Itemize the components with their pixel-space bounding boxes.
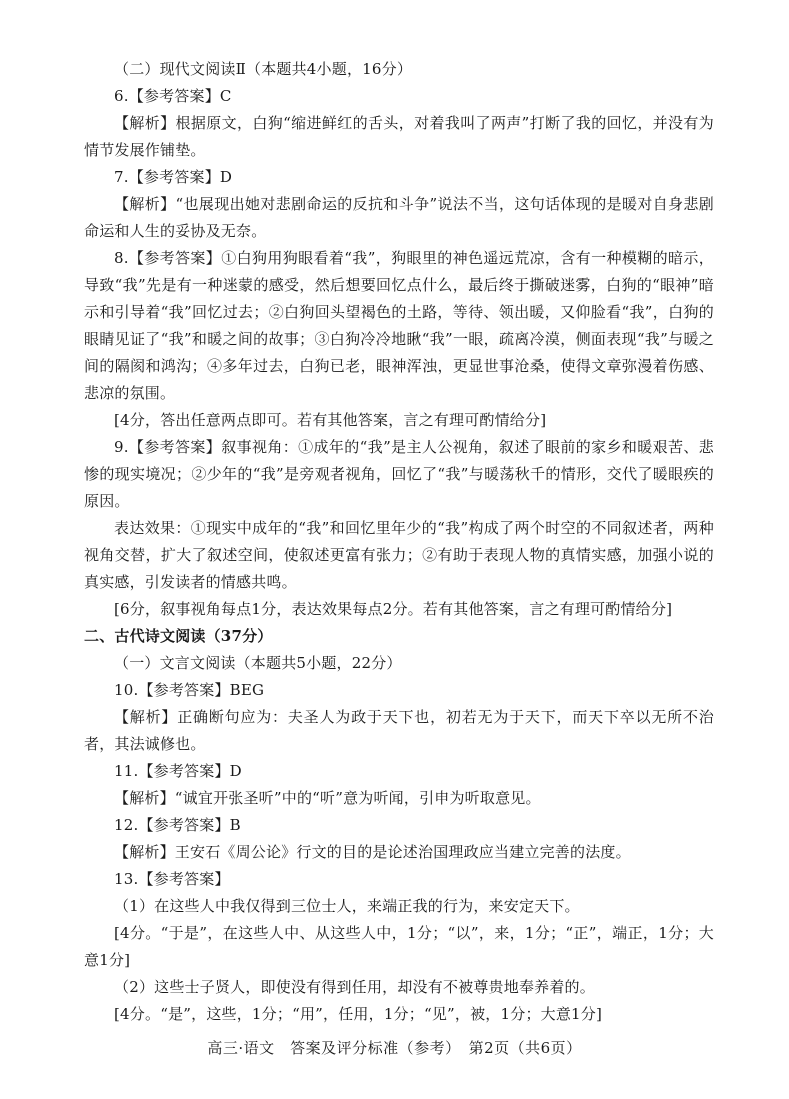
text-line-16: 12.【参考答案】B [114,816,241,834]
text-line-15: 【解析】“诚宜开张圣听”中的“听”意为听闻，引申为听取意见。 [114,789,541,807]
text-line-5: 8.【参考答案】①白狗用狗眼看着“我”，狗眼里的神色遥远荒凉，含有一种模糊的暗示，导致“我”先是有一种迷蒙的感受，然后想要回忆点什么，最后终于撕破迷雾，白狗的“眼神”暗示和引导着“我”回忆过去；②白狗回头望褐色的土路，等待、领出暖，又仰脸看“我”，白狗的眼睛见证了“我”和暖之间的故事；③白狗冷冷地瞅“我”一眼，疏离冷漠，侧面表现“我”与暖之间的隔阂和鸿沟；④多年过去，白狗已老，眼神浑浊，更显世事沧桑，使得文章弥漫着伤感、悲凉的氛围。 [84,249,714,402]
text-line-12: 10.【参考答案】BEG [114,681,265,699]
text-line-11: （一）文言文阅读（本题共5小题，22分） [114,654,402,672]
text-line-22: [4分。“是”，这些，1分；“用”，任用，1分；“见”，被，1分；大意1分] [114,1005,603,1023]
text-line-3: 7.【参考答案】D [114,168,233,186]
answer-content [84,56,714,1028]
text-line-2: 【解析】根据原文，白狗“缩进鲜红的舌头，对着我叫了两声”打断了我的回忆，并没有为情节发展作铺垫。 [84,114,714,159]
page-footer: 高三·语文 答案及评分标准（参考） 第2页（共6页） [207,1039,582,1057]
text-line-9: [6分，叙事视角每点1分，表达效果每点2分。若有其他答案，言之有理可酌情给分] [114,600,673,618]
text-line-19: （1）在这些人中我仅得到三位士人，来端正我的行为，来安定天下。 [114,897,580,915]
text-line-13: 【解析】正确断句应为：夫圣人为政于天下也，初若无为于天下，而天下卒以无所不治者，其法诚修也。 [84,708,714,753]
text-line-14: 11.【参考答案】D [114,762,242,780]
text-line-21: （2）这些士子贤人，即使没有得到任用，却没有不被尊贵地奉养着的。 [114,978,595,996]
text-line-4: 【解析】“也展现出她对悲剧命运的反抗和斗争”说法不当，这句话体现的是暖对自身悲剧命运和人生的妥协及无奈。 [84,195,714,240]
text-line-18: 13.【参考答案】 [114,870,230,888]
text-line-20: [4分。“于是”，在这些人中、从这些人中，1分；“以”，来，1分；“正”，端正，1分；大意1分] [84,924,714,969]
text-line-10: 二、古代诗文阅读（37分） [84,627,273,645]
text-line-8: 表达效果：①现实中成年的“我”和回忆里年少的“我”构成了两个时空的不同叙述者，两种视角交替，扩大了叙述空间，使叙述更富有张力；②有助于表现人物的真情实感，加强小说的真实感，引发读者的情感共鸣。 [84,519,714,591]
text-line-7: 9.【参考答案】叙事视角：①成年的“我”是主人公视角，叙述了眼前的家乡和暖艰苦、悲惨的现实境况；②少年的“我”是旁观者视角，回忆了“我”与暖荡秋千的情形，交代了暖眼疾的原因。 [84,438,714,510]
text-line-17: 【解析】王安石《周公论》行文的目的是论述治国理政应当建立完善的法度。 [114,843,631,861]
text-line-0: （二）现代文阅读Ⅱ（本题共4小题，16分） [114,60,413,78]
text-line-6: [4分，答出任意两点即可。若有其他答案，言之有理可酌情给分] [114,411,547,429]
text-line-1: 6.【参考答案】C [114,87,232,105]
